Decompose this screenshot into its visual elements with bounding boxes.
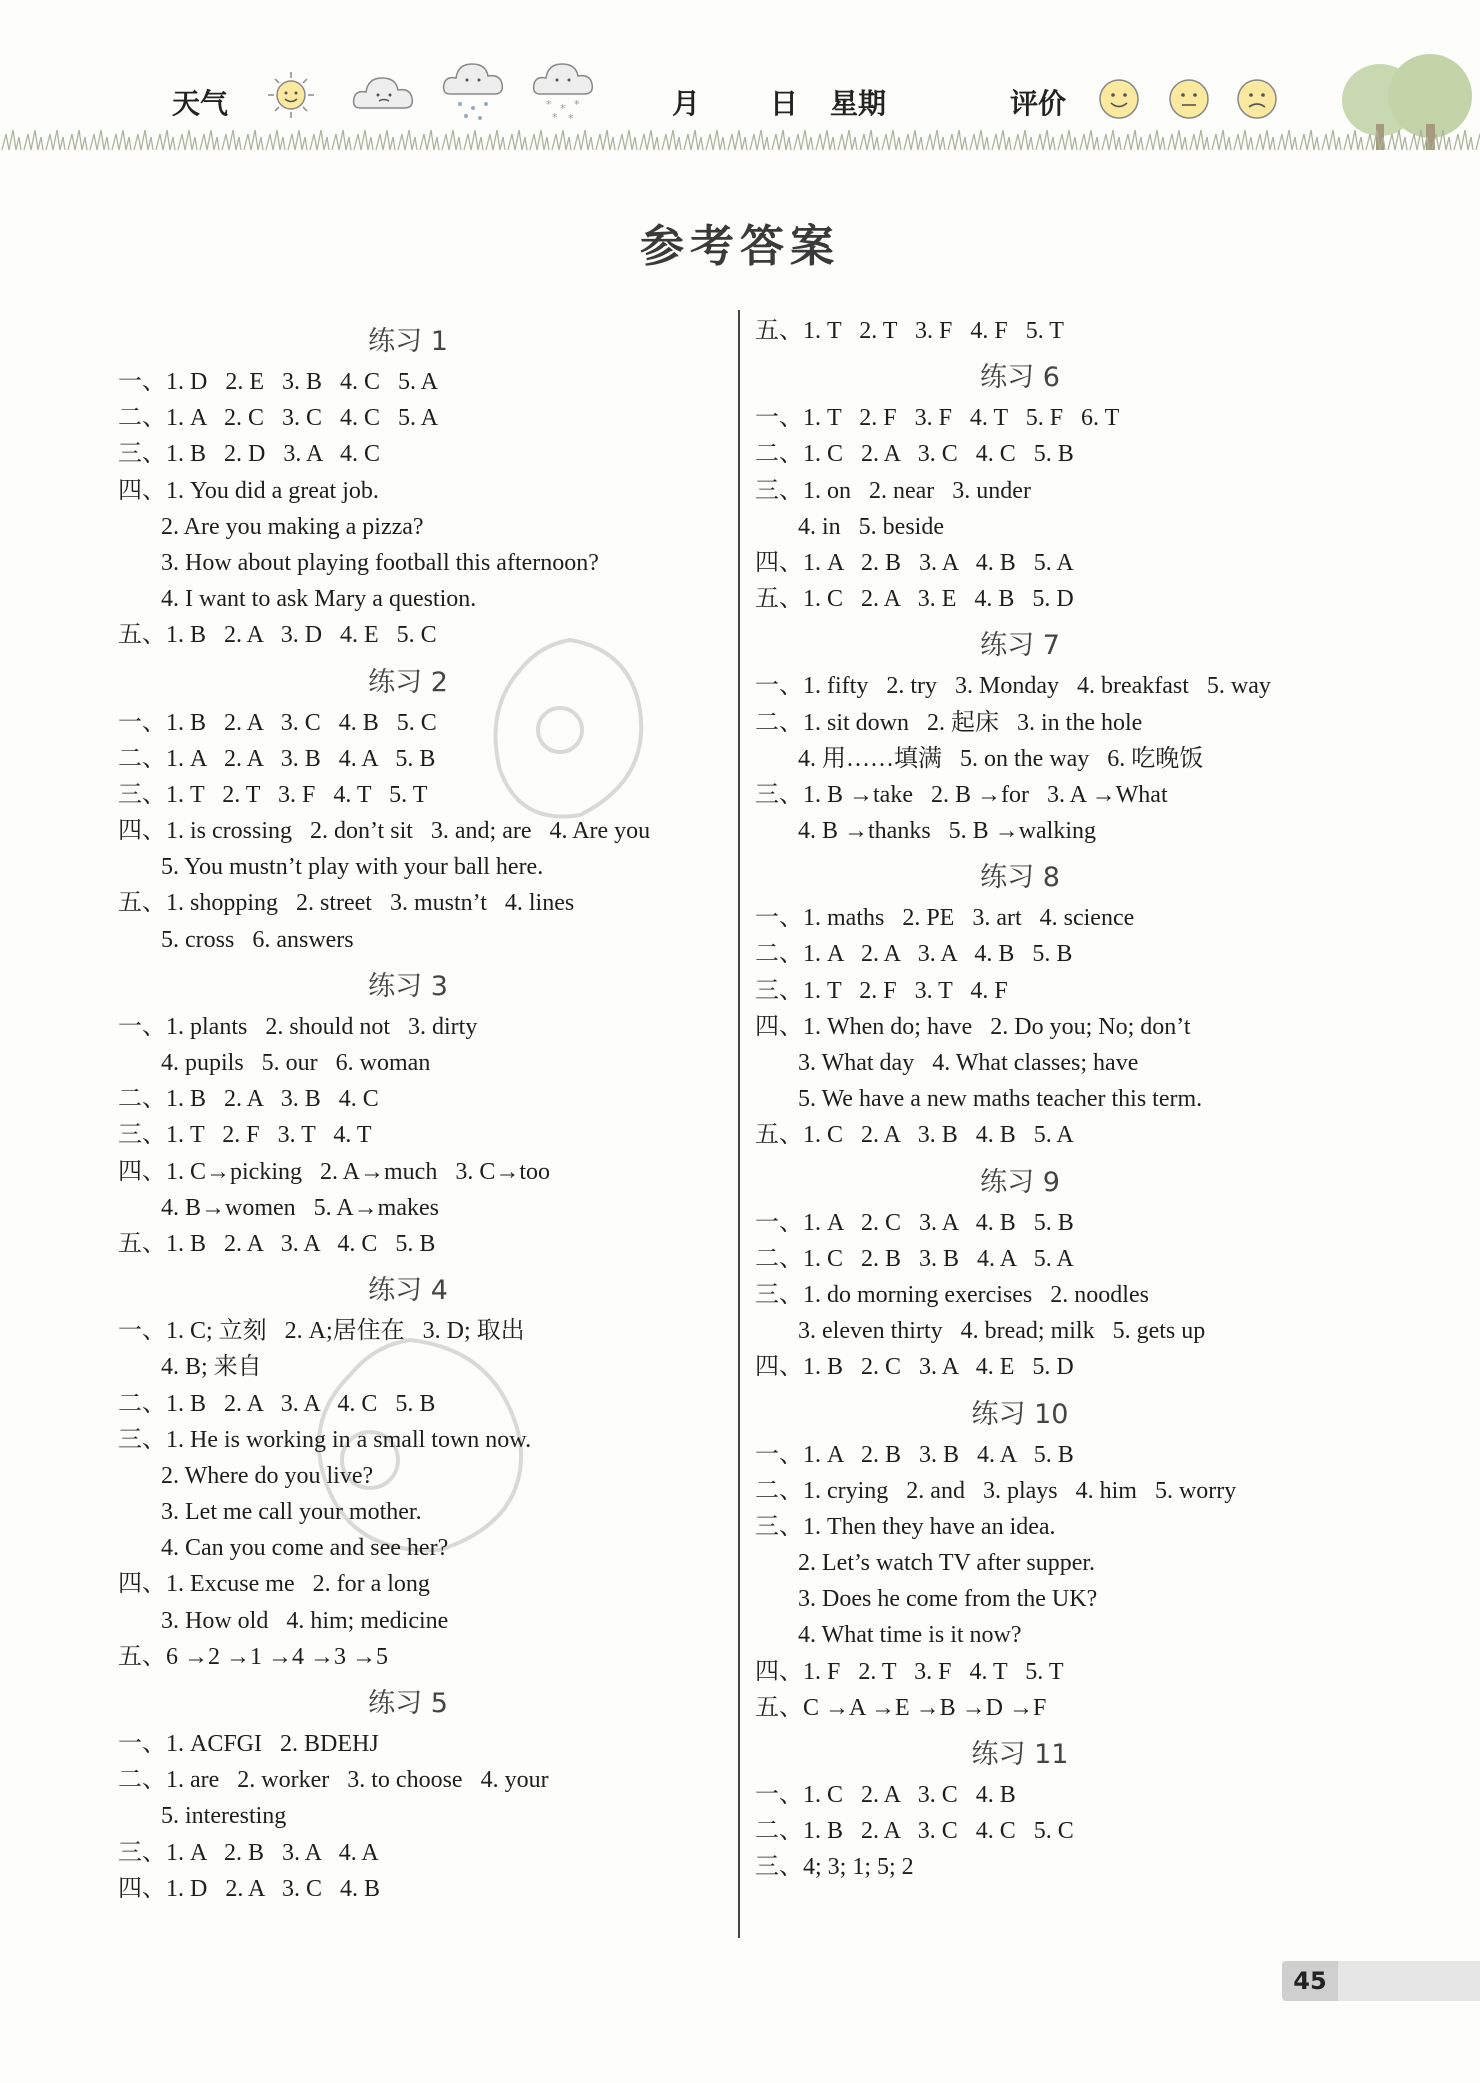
happy-face-icon bbox=[1096, 76, 1142, 122]
day-label: 日 bbox=[770, 87, 799, 120]
answer-line: 5. interesting bbox=[161, 1803, 287, 1830]
answer-line: 四、1. D 2. A 3. C 4. B bbox=[118, 1875, 381, 1902]
answer-line: 二、1. A 2. C 3. C 4. C 5. A bbox=[118, 405, 439, 432]
section-heading: 练习 9 bbox=[980, 1166, 1060, 1198]
answer-line: 二、1. B 2. A 3. B 4. C bbox=[118, 1086, 379, 1113]
answer-line: 四、1. B 2. C 3. A 4. E 5. D bbox=[755, 1354, 1074, 1381]
answer-line: 一、1. C 2. A 3. C 4. B bbox=[755, 1782, 1016, 1808]
answer-line: 3. How old 4. him; medicine bbox=[161, 1607, 449, 1634]
answer-line: 四、1. C→picking 2. A→much 3. C→too bbox=[118, 1158, 550, 1185]
answer-line: 五、1. shopping 2. street 3. mustn’t 4. lines bbox=[118, 890, 575, 917]
section-heading: 练习 1 bbox=[368, 326, 448, 357]
answer-line: 二、1. A 2. A 3. B 4. A 5. B bbox=[118, 745, 436, 772]
snow-cloud-icon bbox=[530, 58, 600, 124]
answer-line: 五、1. C 2. A 3. E 4. B 5. D bbox=[755, 586, 1074, 613]
answer-line: 四、1. You did a great job. bbox=[118, 477, 379, 504]
section-heading: 练习 10 bbox=[971, 1398, 1069, 1430]
answer-line: 3. eleven thirty 4. bread; milk 5. gets up bbox=[798, 1318, 1206, 1345]
weekday-label: 星期 bbox=[830, 87, 887, 120]
answer-line: 一、1. D 2. E 3. B 4. C 5. A bbox=[118, 369, 439, 395]
section-heading: 练习 7 bbox=[980, 630, 1060, 662]
answer-line: 四、1. is crossing 2. don’t sit 3. and; are 4. Are you bbox=[118, 818, 651, 845]
answer-line: 3. Does he come from the UK? bbox=[798, 1586, 1098, 1613]
answer-line: 一、1. A 2. B 3. B 4. A 5. B bbox=[755, 1441, 1074, 1468]
answer-line: 五、6 →2 →1 →4 →3 →5 bbox=[118, 1643, 388, 1670]
answer-line: 四、1. F 2. T 3. F 4. T 5. T bbox=[755, 1658, 1064, 1685]
answer-line: 三、1. on 2. near 3. under bbox=[755, 477, 1031, 504]
svg-text:*: * bbox=[552, 111, 558, 124]
answer-line: 三、1. He is working in a small town now. bbox=[118, 1426, 532, 1453]
answer-line: 一、1. ACFGI 2. BDEHJ bbox=[118, 1731, 379, 1757]
answer-line: 二、1. are 2. worker 3. to choose 4. your bbox=[118, 1767, 549, 1794]
answer-line: 五、C →A →E →B →D →F bbox=[755, 1694, 1047, 1721]
neutral-face-icon bbox=[1166, 76, 1212, 122]
answer-line: 一、1. T 2. F 3. F 4. T 5. F 6. T bbox=[755, 405, 1120, 432]
answer-line: 二、1. C 2. B 3. B 4. A 5. A bbox=[755, 1245, 1074, 1272]
answer-line: 4. B; 来自 bbox=[161, 1354, 262, 1381]
answer-line: 4. I want to ask Mary a question. bbox=[161, 586, 477, 613]
answer-line: 三、1. T 2. T 3. F 4. T 5. T bbox=[118, 781, 428, 808]
answer-line: 二、1. A 2. A 3. A 4. B 5. B bbox=[755, 941, 1073, 968]
answer-line: 三、1. T 2. F 3. T 4. F bbox=[755, 977, 1008, 1004]
section-heading: 练习 8 bbox=[980, 862, 1060, 894]
answer-line: 5. cross 6. answers bbox=[161, 926, 354, 953]
sad-face-icon bbox=[1234, 76, 1280, 122]
answer-line: 4. Can you come and see her? bbox=[161, 1535, 449, 1562]
answer-line: 二、1. B 2. A 3. C 4. C 5. C bbox=[755, 1818, 1074, 1845]
answer-line: 一、1. maths 2. PE 3. art 4. science bbox=[755, 905, 1135, 932]
answer-line: 一、1. C; 立刻 2. A;居住在 3. D; 取出 bbox=[118, 1318, 525, 1345]
month-label: 月 bbox=[672, 87, 701, 120]
answer-line: 一、1. B 2. A 3. C 4. B 5. C bbox=[118, 709, 437, 736]
answer-line: 四、1. A 2. B 3. A 4. B 5. A bbox=[755, 549, 1074, 576]
page-number: 45 bbox=[1282, 1961, 1338, 2001]
answer-line: 4. in 5. beside bbox=[798, 513, 944, 540]
weather-label: 天气 bbox=[172, 87, 229, 120]
answers-left-column bbox=[118, 313, 728, 1907]
answer-line: 三、1. T 2. F 3. T 4. T bbox=[118, 1122, 372, 1149]
svg-text:*: * bbox=[546, 98, 552, 111]
section-heading: 练习 4 bbox=[368, 1275, 448, 1307]
answer-line: 二、1. C 2. A 3. C 4. C 5. B bbox=[755, 441, 1074, 468]
answer-line: 3. What day 4. What classes; have bbox=[798, 1050, 1139, 1076]
section-heading: 练习 2 bbox=[368, 666, 448, 698]
svg-text:*: * bbox=[574, 98, 580, 111]
answer-line: 2. Where do you live? bbox=[161, 1462, 374, 1489]
answer-line: 三、1. B 2. D 3. A 4. C bbox=[118, 441, 381, 468]
svg-text:*: * bbox=[568, 112, 574, 124]
answer-line: 2. Let’s watch TV after supper. bbox=[798, 1550, 1096, 1577]
answer-line: 一、1. A 2. C 3. A 4. B 5. B bbox=[755, 1209, 1074, 1236]
answer-line: 4. pupils 5. our 6. woman bbox=[161, 1050, 431, 1076]
rating-label: 评价 bbox=[1010, 87, 1067, 120]
answer-line: 五、1. B 2. A 3. D 4. E 5. C bbox=[118, 622, 437, 649]
page-title: 参考答案 bbox=[640, 221, 840, 272]
section-heading: 练习 5 bbox=[368, 1688, 448, 1719]
answer-line: 4. 用……填满 5. on the way 6. 吃晚饭 bbox=[798, 745, 1204, 772]
column-divider bbox=[738, 310, 740, 1938]
answer-line: 4. B →thanks 5. B →walking bbox=[798, 818, 1096, 845]
answer-line: 二、1. crying 2. and 3. plays 4. him 5. worry bbox=[755, 1477, 1237, 1504]
cloud-icon bbox=[350, 68, 420, 118]
answer-line: 三、1. Then they have an idea. bbox=[755, 1513, 1056, 1540]
page-number-bar bbox=[1338, 1961, 1480, 2001]
answer-line: 五、1. B 2. A 3. A 4. C 5. B bbox=[118, 1230, 436, 1257]
answer-line: 五、1. T 2. T 3. F 4. F 5. T bbox=[755, 318, 1064, 344]
answer-line: 四、1. Excuse me 2. for a long bbox=[118, 1571, 430, 1598]
answer-line: 3. Let me call your mother. bbox=[161, 1499, 422, 1526]
answer-line: 4. What time is it now? bbox=[798, 1622, 1022, 1649]
section-heading: 练习 6 bbox=[980, 362, 1060, 394]
rain-cloud-icon bbox=[440, 58, 510, 124]
answer-line: 2. Are you making a pizza? bbox=[161, 513, 424, 540]
sun-icon bbox=[262, 70, 320, 120]
grass-border-decoration bbox=[0, 128, 1480, 150]
answer-line: 三、4; 3; 1; 5; 2 bbox=[755, 1854, 914, 1881]
answer-line: 五、1. C 2. A 3. B 4. B 5. A bbox=[755, 1122, 1074, 1149]
answers-right-column bbox=[755, 313, 1355, 1886]
answer-line: 3. How about playing football this afternoon? bbox=[161, 549, 599, 576]
answer-line: 二、1. B 2. A 3. A 4. C 5. B bbox=[118, 1390, 436, 1417]
answer-line: 三、1. A 2. B 3. A 4. A bbox=[118, 1839, 379, 1866]
svg-text:*: * bbox=[560, 102, 566, 115]
answer-line: 三、1. do morning exercises 2. noodles bbox=[755, 1281, 1149, 1308]
answer-line: 一、1. plants 2. should not 3. dirty bbox=[118, 1013, 478, 1040]
answer-line: 4. B→women 5. A→makes bbox=[161, 1194, 439, 1221]
section-heading: 练习 11 bbox=[971, 1739, 1069, 1770]
page-header bbox=[0, 0, 1480, 160]
answer-line: 三、1. B →take 2. B →for 3. A →What bbox=[755, 781, 1168, 808]
section-heading: 练习 3 bbox=[368, 970, 448, 1002]
answer-line: 5. We have a new maths teacher this term. bbox=[798, 1086, 1203, 1113]
answer-line: 四、1. When do; have 2. Do you; No; don’t bbox=[755, 1013, 1191, 1040]
answer-line: 5. You mustn’t play with your ball here. bbox=[161, 854, 544, 881]
answer-line: 二、1. sit down 2. 起床 3. in the hole bbox=[755, 709, 1143, 736]
answer-line: 一、1. fifty 2. try 3. Monday 4. breakfast 5. way bbox=[755, 673, 1271, 700]
